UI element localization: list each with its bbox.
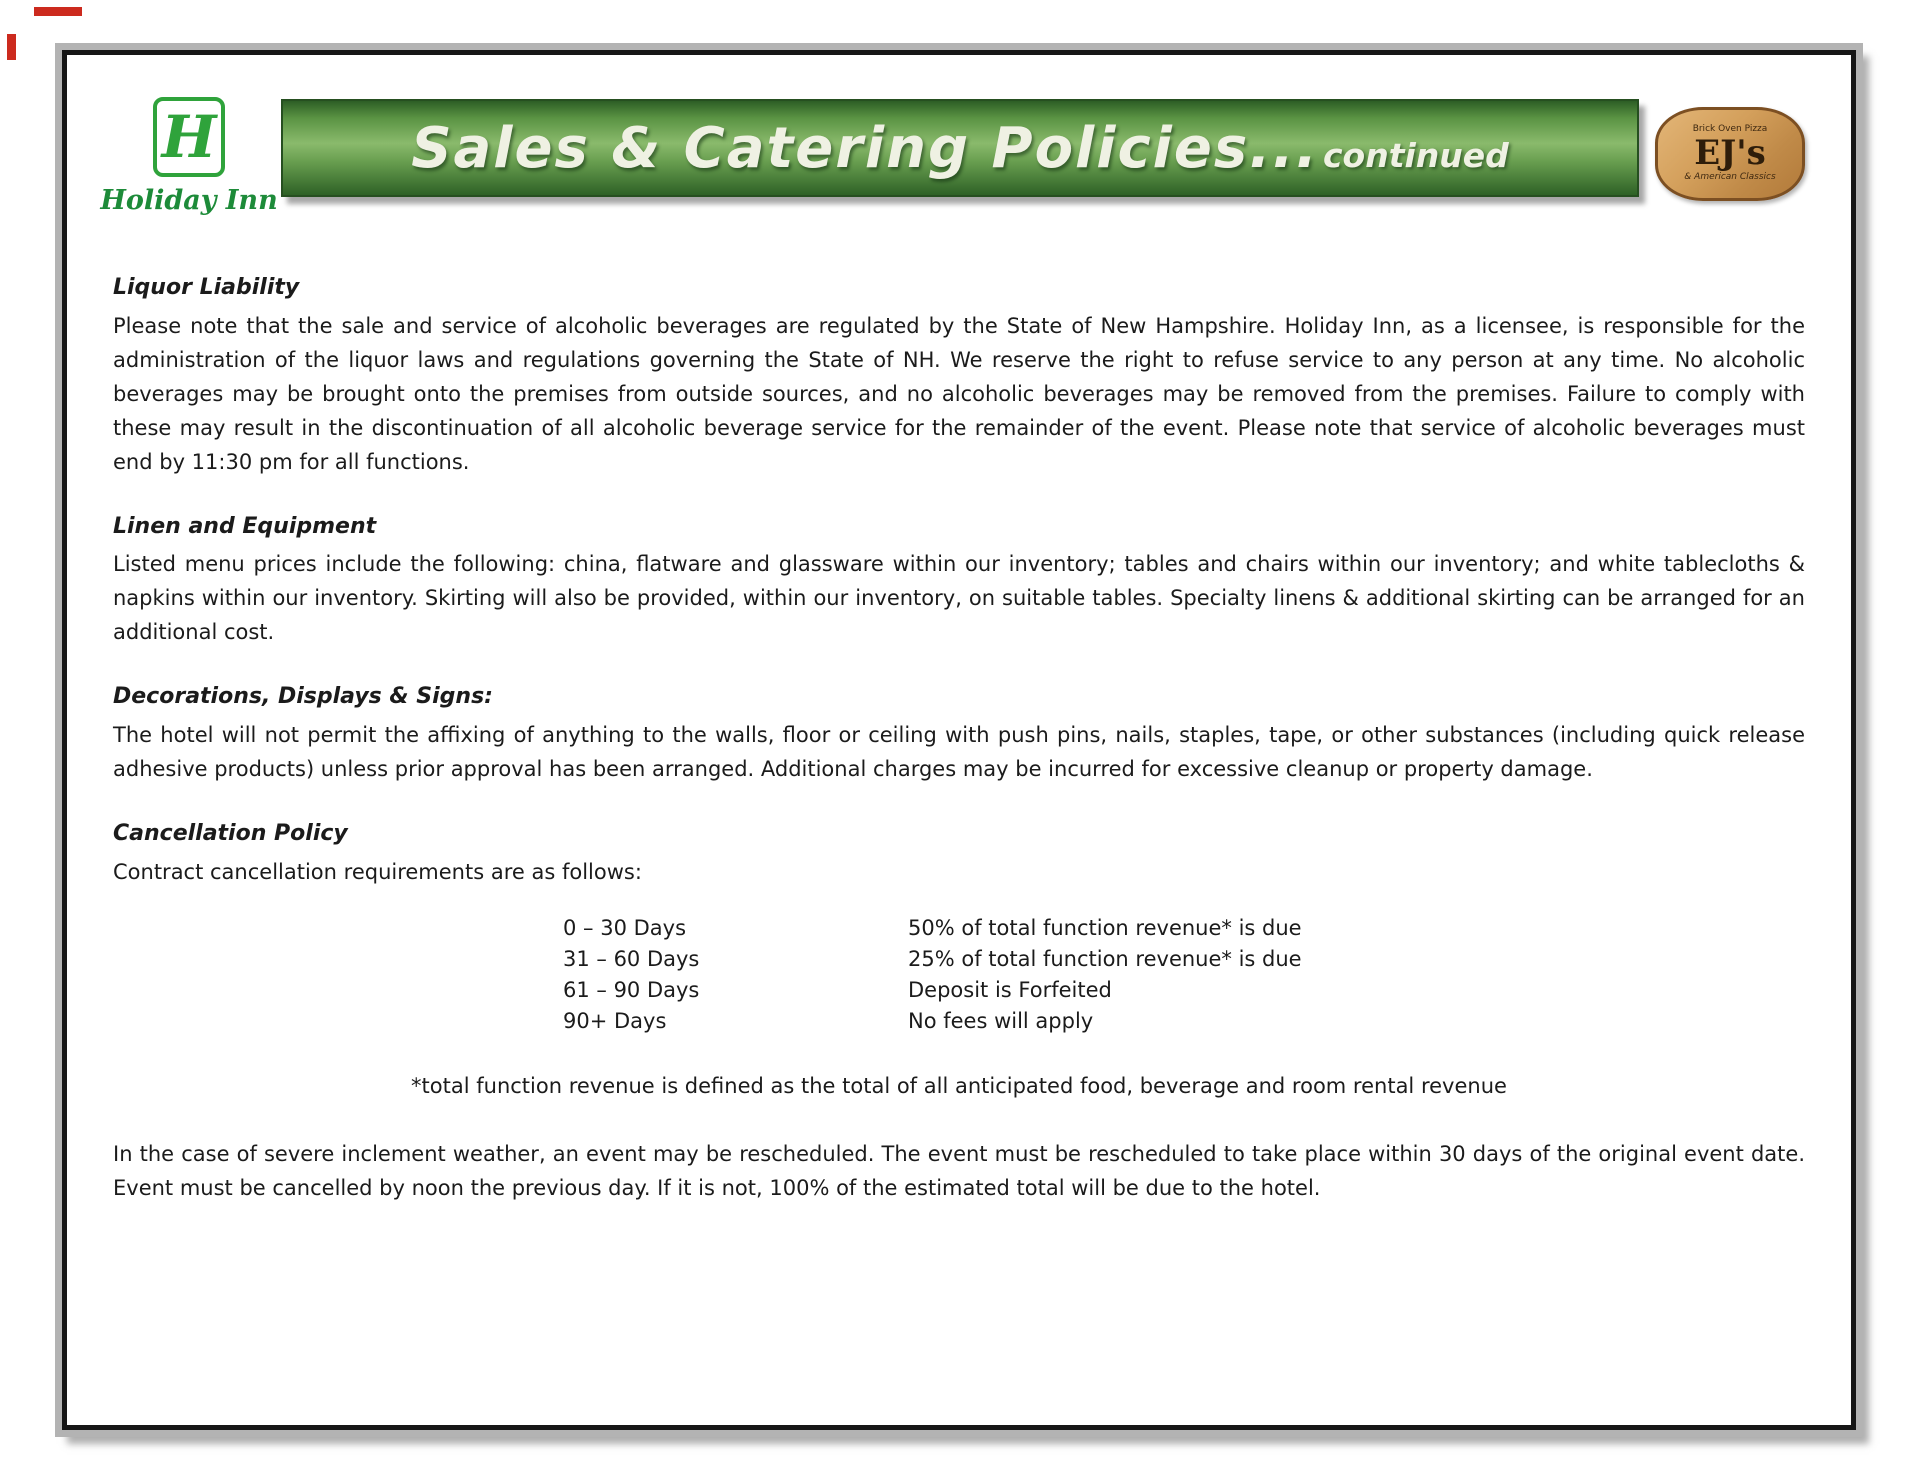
page-title: Sales & Catering Policies... xyxy=(411,116,1319,181)
schedule-footnote: *total function revenue is defined as the total of all anticipated food, beverage and room rental revenue xyxy=(411,1073,1507,1098)
document-body xyxy=(113,270,1805,1205)
section-heading: Cancellation Policy xyxy=(113,821,348,847)
section-liquor-liability xyxy=(113,270,1805,479)
section-cancellation-policy xyxy=(113,816,1805,1103)
schedule-row xyxy=(563,975,1805,1006)
title-banner xyxy=(281,99,1639,197)
document-page xyxy=(62,50,1856,1430)
scan-artifact xyxy=(7,34,16,60)
schedule-period: 90+ Days xyxy=(563,1008,667,1033)
closing-paragraph: In the case of severe inclement weather, an event may be rescheduled. The event must be rescheduled to take place within 30 days of the original event date. Event must be cancelled by noon the previous day. If it is not, 100% of the estimated total will be due to the hotel. xyxy=(113,1142,1805,1201)
holiday-inn-wordmark: Holiday Inn xyxy=(100,185,278,216)
section-heading: Linen and Equipment xyxy=(113,513,377,539)
schedule-period: 31 – 60 Days xyxy=(563,946,700,971)
ejs-logo-top-text: Brick Oven Pizza xyxy=(1692,124,1768,135)
holiday-inn-monogram: H xyxy=(161,103,217,171)
section-linen-equipment xyxy=(113,509,1805,650)
section-paragraph: Listed menu prices include the following: china, flatware and glassware within our inventory; tables and chairs within our inventory; and white tablecloths & napkins within our inventory. Skirting will also be provided, within our inventory, on suitable tables. Specialty linens & additional skirting can be arranged for an additional cost. xyxy=(113,552,1805,645)
schedule-row xyxy=(563,944,1805,975)
schedule-period: 0 – 30 Days xyxy=(563,915,687,940)
schedule-fee: No fees will apply xyxy=(908,1008,1094,1033)
holiday-inn-monogram-icon xyxy=(153,97,225,177)
ejs-logo xyxy=(1655,107,1805,201)
section-paragraph: Contract cancellation requirements are as follows: xyxy=(113,859,642,884)
document-header xyxy=(100,97,1805,216)
ejs-logo-main-text: EJ's xyxy=(1694,133,1766,174)
cancellation-schedule xyxy=(563,913,1805,1037)
schedule-fee: Deposit is Forfeited xyxy=(908,977,1112,1002)
section-heading: Liquor Liability xyxy=(113,275,300,300)
scan-artifact xyxy=(34,7,82,16)
page-title-suffix: continued xyxy=(1322,136,1509,175)
schedule-row xyxy=(563,1006,1805,1037)
holiday-inn-logo xyxy=(100,97,278,216)
schedule-fee: 50% of total function revenue* is due xyxy=(908,915,1302,940)
section-paragraph: Please note that the sale and service of alcoholic beverages are regulated by the State of New Hampshire. Holiday Inn, as a licensee, is responsible for the administration of the liquor laws and regulations governing the State of NH. We reserve the right to refuse service to any person at any time. No alcoholic beverages may be brought onto the premises from outside sources, and no alcoholic beverages may be removed from the premises. Failure to comply with these may result in the discontinuation of all alcoholic beverage service for the remainder of the event. Please note that service of alcoholic beverages must end by 11:30 pm for all functions. xyxy=(113,313,1805,474)
section-decorations xyxy=(113,679,1805,786)
ejs-logo-bottom-text: & American Classics xyxy=(1684,171,1776,182)
schedule-row xyxy=(563,913,1805,944)
schedule-fee: 25% of total function revenue* is due xyxy=(908,946,1302,971)
schedule-period: 61 – 90 Days xyxy=(563,977,700,1002)
section-heading: Decorations, Displays & Signs: xyxy=(113,684,493,710)
section-paragraph: The hotel will not permit the affixing of anything to the walls, floor or ceiling with push pins, nails, staples, tape, or other substances (including quick release adhesive products) unless prior approval has been arranged. Additional charges may be incurred for excessive cleanup or property damage. xyxy=(113,723,1805,782)
